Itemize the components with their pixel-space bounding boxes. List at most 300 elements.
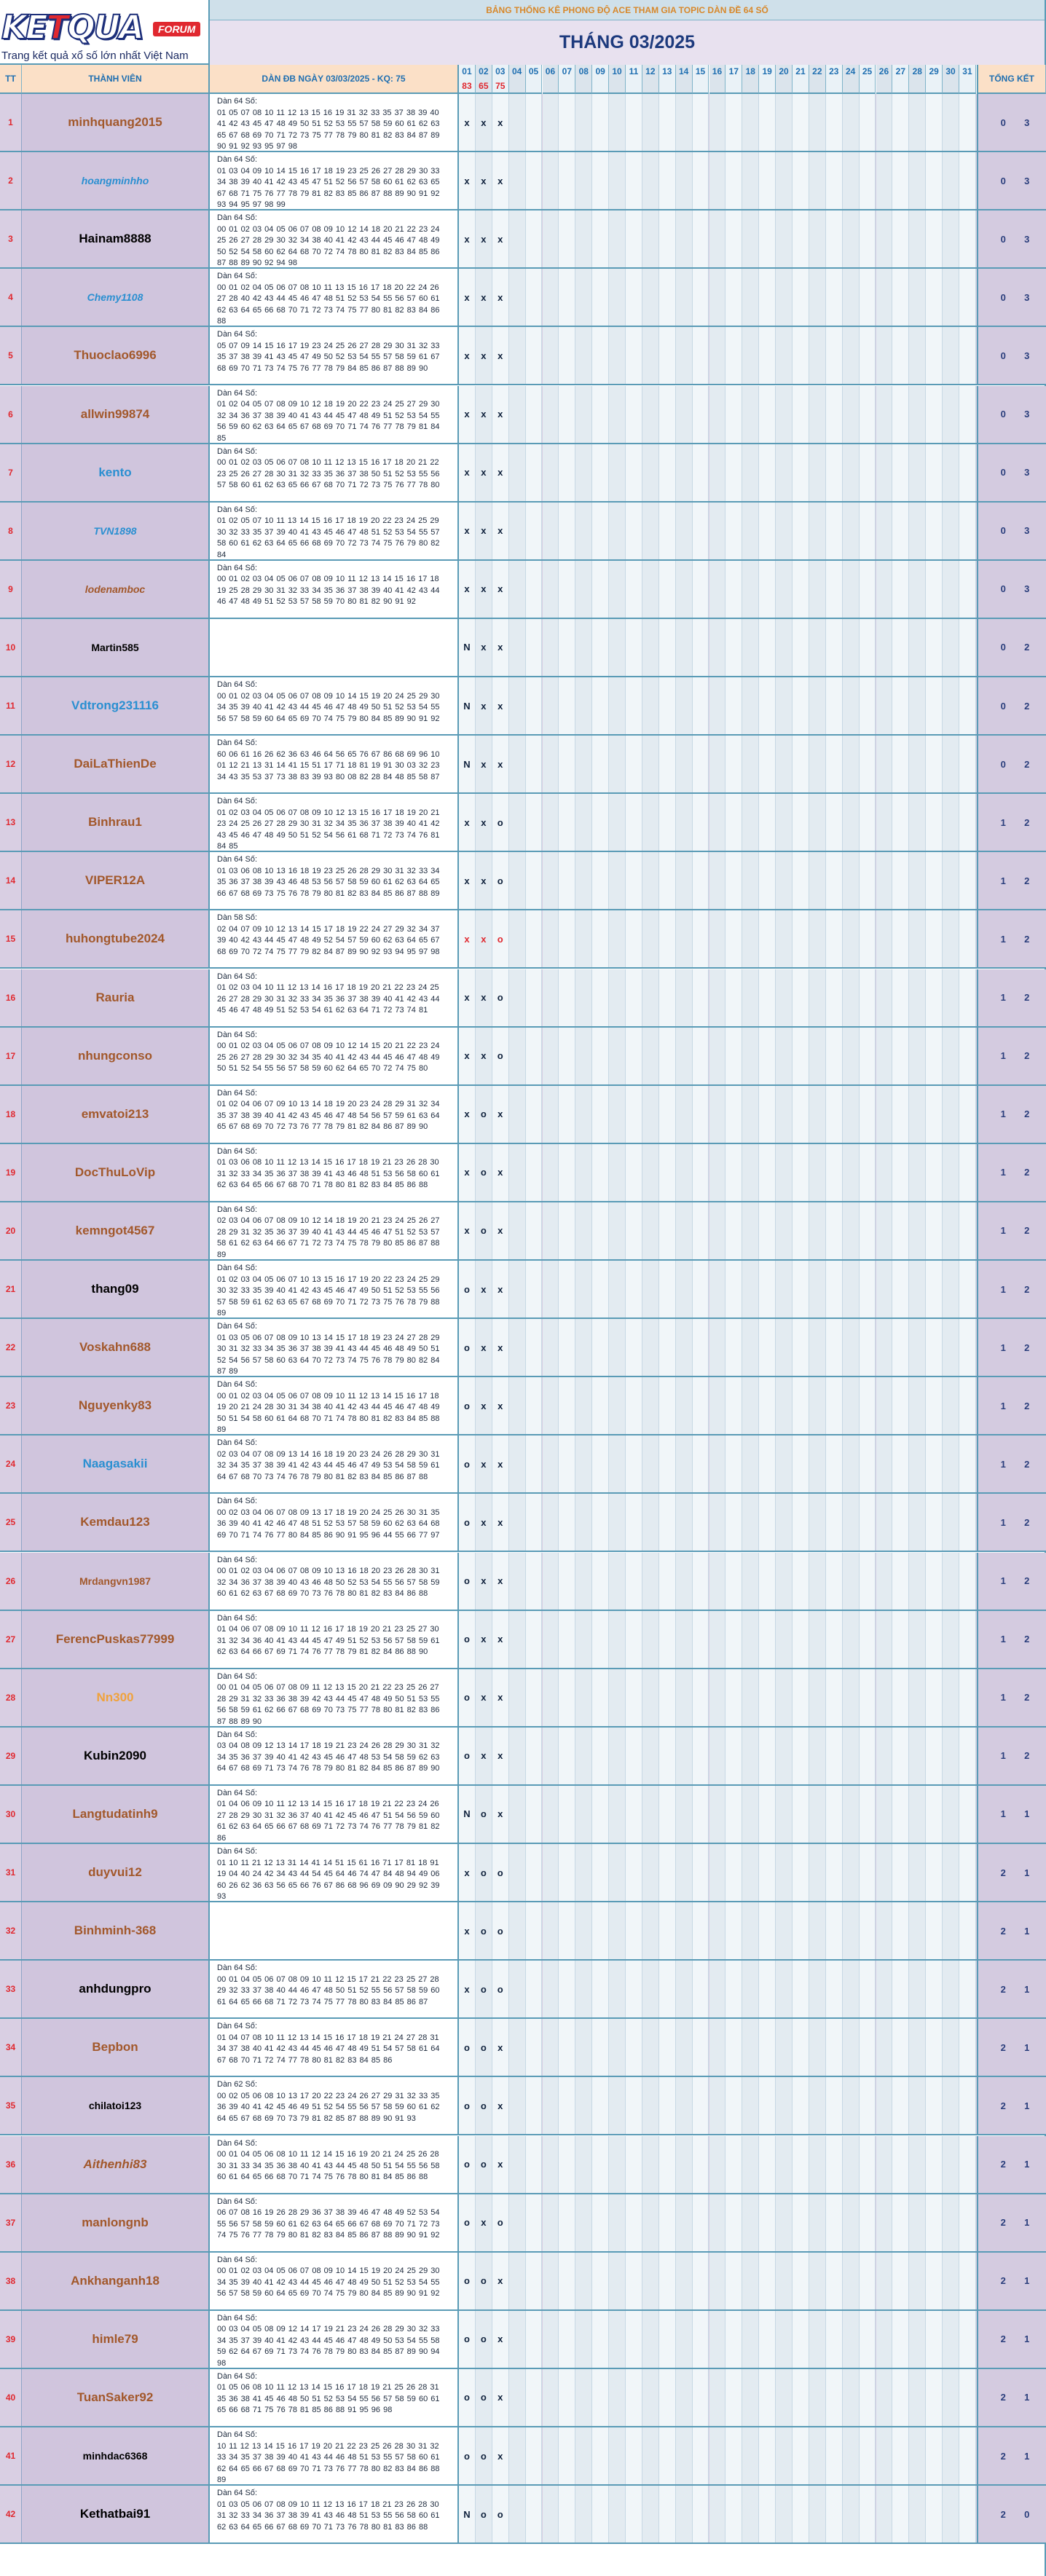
day-mark — [543, 269, 559, 326]
header-total: TỔNG KẾT — [977, 65, 1046, 94]
day-mark — [725, 1553, 742, 1610]
total-wins: 1 — [1000, 1342, 1006, 1353]
member-name[interactable]: Martin585 — [22, 619, 210, 676]
day-mark — [693, 210, 709, 267]
member-name[interactable]: Binhrau1 — [22, 794, 210, 851]
dan-heading: Dàn 64 Số: — [217, 797, 258, 806]
member-name[interactable]: Nn300 — [22, 1669, 210, 1726]
day-mark — [659, 619, 676, 676]
day-mark — [759, 1494, 776, 1551]
day-mark — [742, 561, 759, 618]
header-day-label: 11 — [629, 66, 639, 76]
day-mark — [709, 969, 726, 1026]
day-mark — [793, 2136, 809, 2193]
day-mark — [609, 2311, 626, 2368]
member-name[interactable]: huhongtube2024 — [22, 910, 210, 967]
day-mark: x — [459, 152, 476, 209]
total-wins: 1 — [1000, 1283, 1006, 1295]
member-name[interactable]: Kubin2090 — [22, 1728, 210, 1784]
day-mark — [659, 1902, 676, 1959]
day-mark — [909, 386, 926, 443]
total-wins: 2 — [1000, 1867, 1006, 1878]
day-mark — [943, 2427, 959, 2484]
day-mark — [742, 2194, 759, 2251]
day-mark — [659, 910, 676, 967]
day-mark — [809, 1728, 826, 1784]
member-name[interactable]: anhdungpro — [22, 1961, 210, 2017]
total-cell — [977, 1494, 1046, 1551]
day-mark — [892, 1144, 909, 1201]
day-mark: x — [476, 503, 492, 559]
day-mark — [709, 1611, 726, 1668]
dan-numbers: 01 02 03 04 05 06 07 10 13 15 16 17 19 20 22 23 24 25 29 30 32 33 35 39 40 41 42 43 45 46 47 49 50 51 52 53 55 56 57 58 59 61 62 63 65 67 68 69 70 71 72 73 75 76 78 79 88 89 — [217, 1275, 440, 1317]
member-name[interactable]: Bepbon — [22, 2019, 210, 2076]
member-name[interactable]: Naagasakii — [22, 1435, 210, 1492]
day-mark — [543, 1319, 559, 1376]
day-mark — [826, 2311, 843, 2368]
day-mark — [725, 94, 742, 151]
day-mark — [693, 152, 709, 209]
day-mark — [843, 2311, 860, 2368]
day-mark — [609, 152, 626, 209]
header-day-label: 23 — [829, 66, 839, 76]
day-mark: o — [476, 2427, 492, 2484]
member-name[interactable]: Kemdau123 — [22, 1494, 210, 1551]
day-mark — [725, 677, 742, 734]
day-mark — [642, 1377, 659, 1434]
day-mark — [826, 503, 843, 559]
day-mark — [575, 269, 592, 326]
day-mark — [725, 1844, 742, 1901]
day-mark — [909, 852, 926, 909]
day-mark — [509, 561, 526, 618]
member-name[interactable]: Mrdangvn1987 — [22, 1553, 210, 1610]
day-mark — [725, 736, 742, 792]
day-mark — [809, 2019, 826, 2076]
day-mark — [659, 794, 676, 851]
dan-heading: Dàn 64 Số: — [217, 1788, 258, 1797]
member-name[interactable]: Langtudatinh9 — [22, 1786, 210, 1843]
day-mark — [959, 1669, 976, 1726]
header-day — [492, 65, 509, 94]
member-name[interactable]: kento — [22, 444, 210, 501]
day-mark — [559, 969, 575, 1026]
day-mark — [926, 619, 943, 676]
day-mark — [642, 910, 659, 967]
day-mark — [826, 736, 843, 792]
day-mark: o — [459, 2136, 476, 2193]
dan-cell — [210, 2019, 459, 2076]
member-name[interactable]: Ankhanganh18 — [22, 2253, 210, 2309]
day-mark — [592, 969, 609, 1026]
ketqua-logo[interactable] — [0, 0, 210, 65]
day-mark — [776, 1786, 793, 1843]
day-mark — [626, 794, 642, 851]
day-mark — [659, 2486, 676, 2542]
day-mark — [826, 386, 843, 443]
day-mark — [642, 561, 659, 618]
day-mark — [876, 1844, 893, 1901]
total-wins: 2 — [1000, 2508, 1006, 2520]
day-mark: x — [459, 269, 476, 326]
member-name[interactable]: Thuoclao6996 — [22, 327, 210, 384]
member-name[interactable]: emvatoi213 — [22, 1086, 210, 1143]
day-mark — [943, 1669, 959, 1726]
day-mark — [693, 1086, 709, 1143]
header-day-label: 17 — [728, 66, 739, 76]
day-mark — [575, 1144, 592, 1201]
day-mark: o — [492, 1902, 509, 1959]
day-mark — [759, 736, 776, 792]
dan-heading: Dàn 64 Số: — [217, 1380, 258, 1390]
day-mark — [725, 2194, 742, 2251]
day-mark — [693, 910, 709, 967]
day-mark: o — [476, 1961, 492, 2017]
member-name[interactable]: FerencPuskas77999 — [22, 1611, 210, 1668]
day-mark — [559, 94, 575, 151]
day-mark — [843, 677, 860, 734]
day-mark — [959, 1494, 976, 1551]
table-row — [0, 1377, 1046, 1435]
dan-numbers: 01 03 05 06 07 08 09 10 13 14 15 17 18 19 23 24 27 28 29 30 31 32 33 34 35 36 37 38 39 41 43 44 45 46 48 49 50 51 52 54 56 57 58 60 63 64 70 72 73 74 75 76 78 79 80 82 84 87 89 — [217, 1333, 440, 1376]
member-name[interactable]: Aithenhi83 — [22, 2136, 210, 2193]
table-row — [0, 1435, 1046, 1494]
member-name[interactable]: Nguyenky83 — [22, 1377, 210, 1434]
day-mark: x — [492, 2311, 509, 2368]
day-mark — [543, 736, 559, 792]
day-mark: x — [492, 386, 509, 443]
total-cell — [977, 969, 1046, 1026]
logo-letter: Q — [67, 7, 94, 47]
day-mark — [725, 2427, 742, 2484]
member-name[interactable]: DocThuLoVip — [22, 1144, 210, 1201]
day-mark — [626, 1728, 642, 1784]
day-mark — [793, 210, 809, 267]
day-mark — [793, 561, 809, 618]
day-mark — [943, 561, 959, 618]
day-mark — [559, 1844, 575, 1901]
total-losses: 2 — [1024, 642, 1030, 653]
day-mark — [509, 2427, 526, 2484]
day-mark — [575, 677, 592, 734]
day-mark — [509, 1961, 526, 2017]
total-wins: 2 — [1000, 2450, 1006, 2462]
day-mark: o — [492, 794, 509, 851]
day-mark — [809, 2311, 826, 2368]
day-mark — [575, 969, 592, 1026]
day-mark — [509, 2136, 526, 2193]
day-mark: o — [476, 1902, 492, 1959]
day-mark — [776, 2311, 793, 2368]
day-mark — [943, 2486, 959, 2542]
day-mark — [709, 1435, 726, 1492]
day-mark — [860, 2019, 876, 2076]
day-mark: o — [459, 2311, 476, 2368]
day-mark — [609, 2019, 626, 2076]
day-mark — [509, 1728, 526, 1784]
day-mark — [759, 1435, 776, 1492]
member-name[interactable]: Vdtrong231116 — [22, 677, 210, 734]
day-mark — [526, 269, 543, 326]
day-mark — [843, 910, 860, 967]
member-name[interactable]: thang09 — [22, 1261, 210, 1317]
day-mark — [575, 1202, 592, 1259]
day-mark — [759, 503, 776, 559]
day-mark — [959, 736, 976, 792]
member-name[interactable]: nhungconso — [22, 1028, 210, 1084]
day-mark — [959, 2019, 976, 2076]
dan-cell — [210, 969, 459, 1026]
day-mark — [609, 969, 626, 1026]
day-mark — [909, 1786, 926, 1843]
day-mark — [793, 619, 809, 676]
member-name[interactable]: Voskahn688 — [22, 1319, 210, 1376]
day-mark — [843, 1961, 860, 2017]
day-mark — [793, 2311, 809, 2368]
day-mark — [843, 2077, 860, 2134]
day-mark: x — [492, 1611, 509, 1668]
dan-heading: Dàn 64 Số: — [217, 563, 258, 572]
row-number: 40 — [0, 2369, 22, 2426]
member-name[interactable]: minhquang2015 — [22, 94, 210, 151]
day-mark — [943, 619, 959, 676]
day-mark — [659, 269, 676, 326]
day-mark — [575, 1786, 592, 1843]
day-mark: x — [492, 1202, 509, 1259]
day-mark — [943, 1261, 959, 1317]
day-mark: x — [492, 152, 509, 209]
day-mark — [776, 152, 793, 209]
day-mark — [742, 1961, 759, 2017]
day-mark — [626, 1086, 642, 1143]
header-day-label: 04 — [511, 66, 522, 76]
day-mark — [909, 210, 926, 267]
day-mark — [609, 1494, 626, 1551]
dan-heading: Dàn 64 Số: — [217, 97, 258, 106]
day-mark — [509, 619, 526, 676]
dan-heading: Dàn 64 Số: — [217, 2138, 258, 2148]
day-mark — [642, 1611, 659, 1668]
header-day-result: 65 — [479, 81, 489, 91]
day-mark — [659, 2253, 676, 2309]
day-mark — [959, 1202, 976, 1259]
day-mark — [709, 269, 726, 326]
member-name[interactable]: chilatoi123 — [22, 2077, 210, 2134]
day-mark — [843, 1377, 860, 1434]
day-mark — [693, 2427, 709, 2484]
dan-heading: Dàn 64 Số: — [217, 1146, 258, 1156]
day-mark — [709, 1786, 726, 1843]
day-mark — [609, 386, 626, 443]
day-mark — [843, 852, 860, 909]
day-mark — [943, 1728, 959, 1784]
member-name[interactable]: Kethatbai91 — [22, 2486, 210, 2542]
day-mark — [793, 2077, 809, 2134]
member-name[interactable]: duyvui12 — [22, 1844, 210, 1901]
total-losses: 1 — [1024, 2450, 1030, 2462]
day-mark — [693, 969, 709, 1026]
day-mark — [509, 2194, 526, 2251]
member-name[interactable]: Binhminh-368 — [22, 1902, 210, 1959]
day-mark — [943, 269, 959, 326]
day-mark — [809, 1961, 826, 2017]
dan-cell — [210, 2486, 459, 2542]
member-name[interactable]: TuanSaker92 — [22, 2369, 210, 2426]
member-name[interactable]: DaiLaThienDe — [22, 736, 210, 792]
total-wins: 2 — [1000, 2392, 1006, 2403]
day-mark — [543, 910, 559, 967]
day-mark — [676, 2077, 693, 2134]
day-mark — [892, 2253, 909, 2309]
day-mark: x — [459, 210, 476, 267]
dan-cell — [210, 794, 459, 851]
row-number: 9 — [0, 561, 22, 618]
row-number: 31 — [0, 1844, 22, 1901]
day-mark: x — [492, 1319, 509, 1376]
day-mark — [926, 1961, 943, 2017]
day-mark — [909, 1144, 926, 1201]
total-wins: 0 — [1000, 409, 1006, 420]
header-day-label: 24 — [845, 66, 856, 76]
day-mark — [959, 969, 976, 1026]
day-mark — [959, 561, 976, 618]
day-mark — [876, 2194, 893, 2251]
day-mark: x — [492, 1086, 509, 1143]
member-name[interactable]: hoangminhho — [22, 152, 210, 209]
day-mark — [959, 503, 976, 559]
day-mark — [860, 1669, 876, 1726]
day-mark — [759, 794, 776, 851]
day-mark — [559, 1786, 575, 1843]
day-mark — [543, 1786, 559, 1843]
day-mark — [693, 1202, 709, 1259]
day-mark — [860, 1261, 876, 1317]
day-mark — [543, 2427, 559, 2484]
member-name[interactable]: allwin99874 — [22, 386, 210, 443]
day-mark — [626, 1319, 642, 1376]
day-mark — [725, 386, 742, 443]
day-mark — [543, 677, 559, 734]
day-mark — [742, 2427, 759, 2484]
day-mark — [926, 1435, 943, 1492]
header-day-label: 02 — [479, 66, 489, 76]
day-mark — [959, 794, 976, 851]
day-mark — [742, 1319, 759, 1376]
day-mark — [809, 1844, 826, 1901]
day-mark — [793, 1086, 809, 1143]
member-name[interactable]: manlongnb — [22, 2194, 210, 2251]
day-mark — [860, 852, 876, 909]
day-mark — [909, 1377, 926, 1434]
day-mark: o — [492, 852, 509, 909]
day-mark: x — [492, 619, 509, 676]
header-day — [892, 65, 909, 94]
day-mark — [642, 327, 659, 384]
day-mark — [709, 2077, 726, 2134]
total-cell — [977, 794, 1046, 851]
table-row — [0, 1961, 1046, 2019]
header-day — [926, 65, 943, 94]
member-name[interactable]: himle79 — [22, 2311, 210, 2368]
day-mark — [709, 2019, 726, 2076]
total-losses: 3 — [1024, 583, 1030, 595]
day-mark — [926, 444, 943, 501]
day-mark — [575, 1494, 592, 1551]
member-name[interactable]: VIPER12A — [22, 852, 210, 909]
day-mark — [860, 1844, 876, 1901]
day-mark — [826, 1902, 843, 1959]
day-mark — [659, 677, 676, 734]
day-mark — [843, 1669, 860, 1726]
total-losses: 1 — [1024, 2392, 1030, 2403]
total-cell — [977, 1553, 1046, 1610]
member-name[interactable]: lodenamboc — [22, 561, 210, 618]
total-cell — [977, 1669, 1046, 1726]
member-name[interactable]: Hainam8888 — [22, 210, 210, 267]
day-mark — [676, 561, 693, 618]
day-mark — [959, 1377, 976, 1434]
day-mark — [725, 1028, 742, 1084]
day-mark — [543, 1028, 559, 1084]
day-mark — [776, 794, 793, 851]
day-mark — [843, 1611, 860, 1668]
day-mark — [526, 1669, 543, 1726]
day-mark — [709, 2194, 726, 2251]
day-mark — [592, 677, 609, 734]
total-cell — [977, 1202, 1046, 1259]
day-mark — [725, 852, 742, 909]
day-mark — [892, 1669, 909, 1726]
member-name[interactable]: Rauria — [22, 969, 210, 1026]
header-day-label: 10 — [612, 66, 622, 76]
member-name[interactable]: TVN1898 — [22, 503, 210, 559]
day-mark — [809, 736, 826, 792]
day-mark — [876, 1086, 893, 1143]
day-mark — [693, 444, 709, 501]
member-name[interactable]: Chemy1108 — [22, 269, 210, 326]
day-mark — [892, 1086, 909, 1143]
day-mark — [742, 1844, 759, 1901]
day-mark — [526, 327, 543, 384]
dan-cell — [210, 94, 459, 151]
day-mark — [776, 619, 793, 676]
day-mark — [509, 1261, 526, 1317]
day-mark — [592, 2427, 609, 2484]
day-mark — [826, 1844, 843, 1901]
day-mark — [659, 1086, 676, 1143]
row-number: 38 — [0, 2253, 22, 2309]
day-mark — [876, 1669, 893, 1726]
day-mark — [793, 1728, 809, 1784]
day-mark: o — [476, 2369, 492, 2426]
day-mark — [642, 2077, 659, 2134]
dan-numbers: 00 01 04 05 06 08 10 11 12 14 15 16 19 20 21 24 25 26 28 30 31 33 34 35 36 38 40 41 43 44 45 48 50 51 54 55 56 58 60 61 64 65 66 68 70 71 74 75 76 78 80 81 84 85 86 88 — [217, 2150, 440, 2181]
day-mark — [943, 386, 959, 443]
day-mark — [509, 910, 526, 967]
day-mark — [676, 969, 693, 1026]
day-mark — [592, 2253, 609, 2309]
dan-heading: Dàn 64 Số: — [217, 2197, 258, 2206]
table-row — [0, 910, 1046, 969]
dan-numbers: 10 11 12 13 14 15 16 17 19 20 21 22 23 25 26 28 30 31 32 33 34 35 37 38 39 40 41 43 44 46 48 51 53 55 57 58 60 61 62 64 65 66 67 68 69 70 71 73 76 77 78 80 82 83 84 86 88 89 — [217, 2441, 440, 2484]
member-name[interactable]: minhdac6368 — [22, 2427, 210, 2484]
logo-letter: T — [46, 7, 68, 47]
logo-wordmark — [1, 4, 143, 50]
day-mark — [943, 852, 959, 909]
member-name[interactable]: kemngot4567 — [22, 1202, 210, 1259]
day-mark — [926, 794, 943, 851]
day-mark — [876, 1494, 893, 1551]
